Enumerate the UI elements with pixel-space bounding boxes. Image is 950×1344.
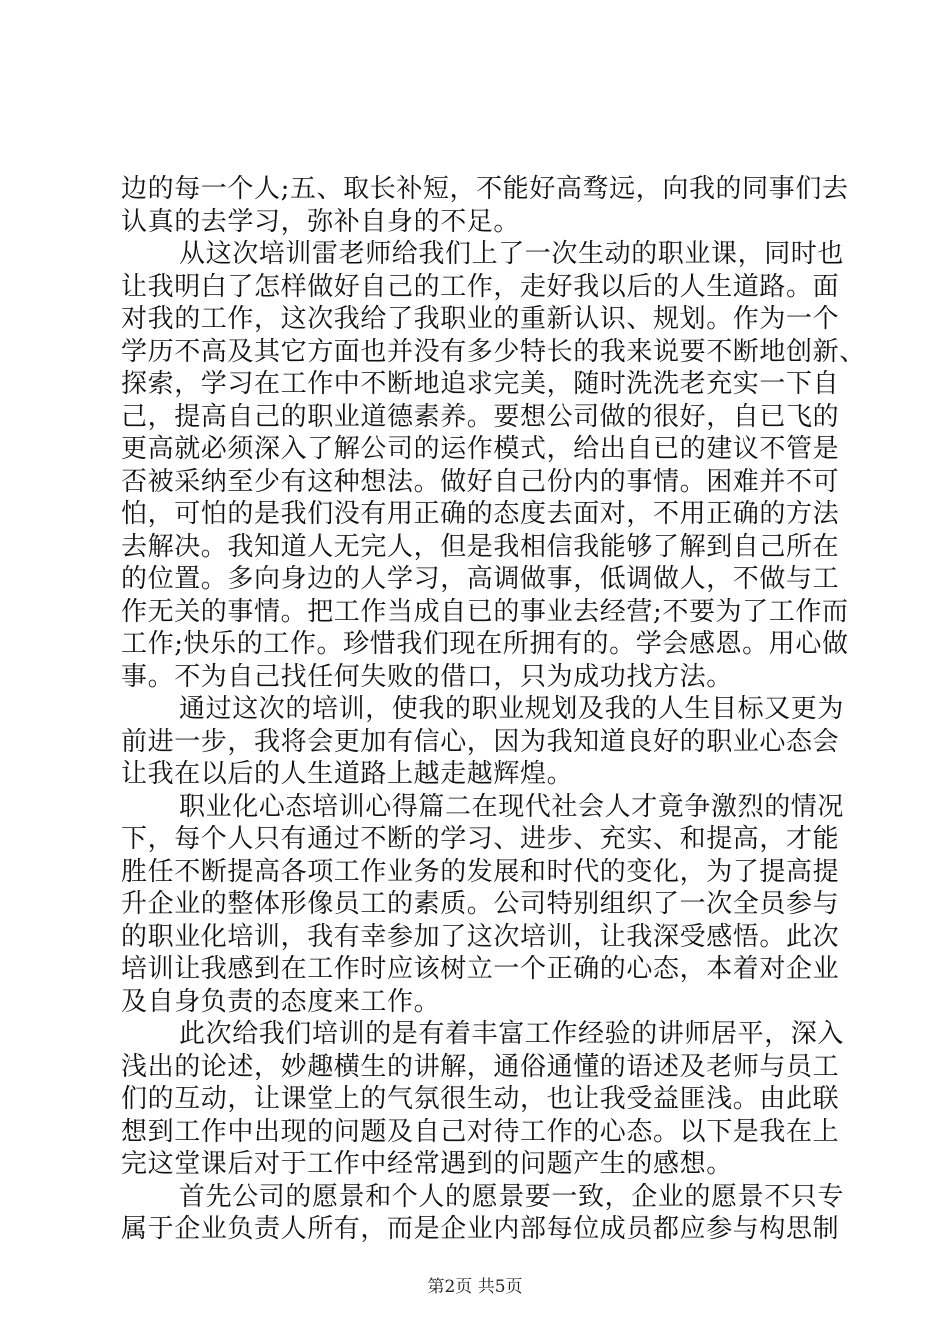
text-line: 认真的去学习，弥补自身的不足。 bbox=[121, 206, 521, 237]
text-line: 己，提高自己的职业道德素养。要想公司做的很好，自已飞的 bbox=[121, 401, 840, 432]
text-line: 培训让我感到在工作时应该树立一个正确的心态，本着对企业 bbox=[121, 954, 840, 984]
text-line: 学历不高及其它方面也并没有多少特长的我来说要不断地创新、 bbox=[121, 336, 866, 367]
text-line: 对我的工作，这次我给了我职业的重新认识、规划。作为一个 bbox=[121, 304, 840, 334]
text-line: 属于企业负责人所有，而是企业内部每位成员都应参与构思制 bbox=[121, 1214, 840, 1244]
text-line: 怕，可怕的是我们没有用正确的态度去面对，不用正确的方法 bbox=[121, 499, 840, 529]
text-line: 事。不为自己找任何失败的借口，只为成功找方法。 bbox=[121, 661, 733, 692]
text-line: 通过这次的培训，使我的职业规划及我的人生目标又更为 bbox=[179, 694, 845, 724]
text-line: 此次给我们培训的是有着丰富工作经验的讲师居平，深入 bbox=[179, 1019, 845, 1049]
text-line: 的职业化培训，我有幸参加了这次培训，让我深受感悟。此次 bbox=[121, 921, 840, 952]
text-line: 的位置。多向身边的人学习，高调做事，低调做人，不做与工 bbox=[121, 564, 840, 594]
text-line: 前进一步，我将会更加有信心，因为我知道良好的职业心态会 bbox=[121, 726, 840, 757]
text-line: 完这堂课后对于工作中经常遇到的问题产生的感想。 bbox=[121, 1149, 733, 1179]
text-line: 胜任不断提高各项工作业务的发展和时代的变化，为了提高提 bbox=[121, 856, 840, 887]
document-body bbox=[121, 173, 866, 1246]
text-line: 作无关的事情。把工作当成自已的事业去经营;不要为了工作而 bbox=[121, 596, 849, 627]
text-line: 职业化心态培训心得篇二在现代社会人才竟争激烈的情况 bbox=[179, 791, 845, 822]
text-line: 去解决。我知道人无完人，但是我相信我能够了解到自己所在 bbox=[121, 531, 840, 562]
text-line: 更高就必须深入了解公司的运作模式，给出自已的建议不管是 bbox=[121, 434, 840, 464]
text-line: 工作;快乐的工作。珍惜我们现在所拥有的。学会感恩。用心做 bbox=[121, 629, 849, 659]
text-line: 想到工作中出现的问题及自己对待工作的心态。以下是我在上 bbox=[121, 1116, 840, 1147]
text-line: 让我在以后的人生道路上越走越辉煌。 bbox=[121, 759, 574, 789]
page-footer: 第2页 共5页 bbox=[427, 1277, 523, 1297]
text-line: 升企业的整体形像员工的素质。公司特别组织了一次全员参与 bbox=[121, 889, 840, 919]
text-line: 浅出的论述，妙趣横生的讲解，通俗通懂的语述及老师与员工 bbox=[121, 1051, 840, 1082]
text-line: 探索，学习在工作中不断地追求完美，随时洗洗老充实一下自 bbox=[121, 369, 840, 399]
text-line: 否被采纳至少有这种想法。做好自己份内的事情。困难并不可 bbox=[121, 466, 840, 497]
text-line: 让我明白了怎样做好自己的工作，走好我以后的人生道路。面 bbox=[121, 271, 840, 302]
text-line: 及自身负责的态度来工作。 bbox=[121, 986, 441, 1017]
text-line: 首先公司的愿景和个人的愿景要一致，企业的愿景不只专 bbox=[179, 1181, 845, 1212]
text-line: 下，每个人只有通过不断的学习、进步、充实、和提高，才能 bbox=[121, 824, 840, 854]
text-line: 们的互动，让课堂上的气氛很生动，也让我受益匪浅。由此联 bbox=[121, 1084, 840, 1114]
text-line: 边的每一个人;五、取长补短，不能好高骛远，向我的同事们去 bbox=[121, 174, 849, 204]
text-line: 从这次培训雷老师给我们上了一次生动的职业课，同时也 bbox=[179, 239, 845, 269]
